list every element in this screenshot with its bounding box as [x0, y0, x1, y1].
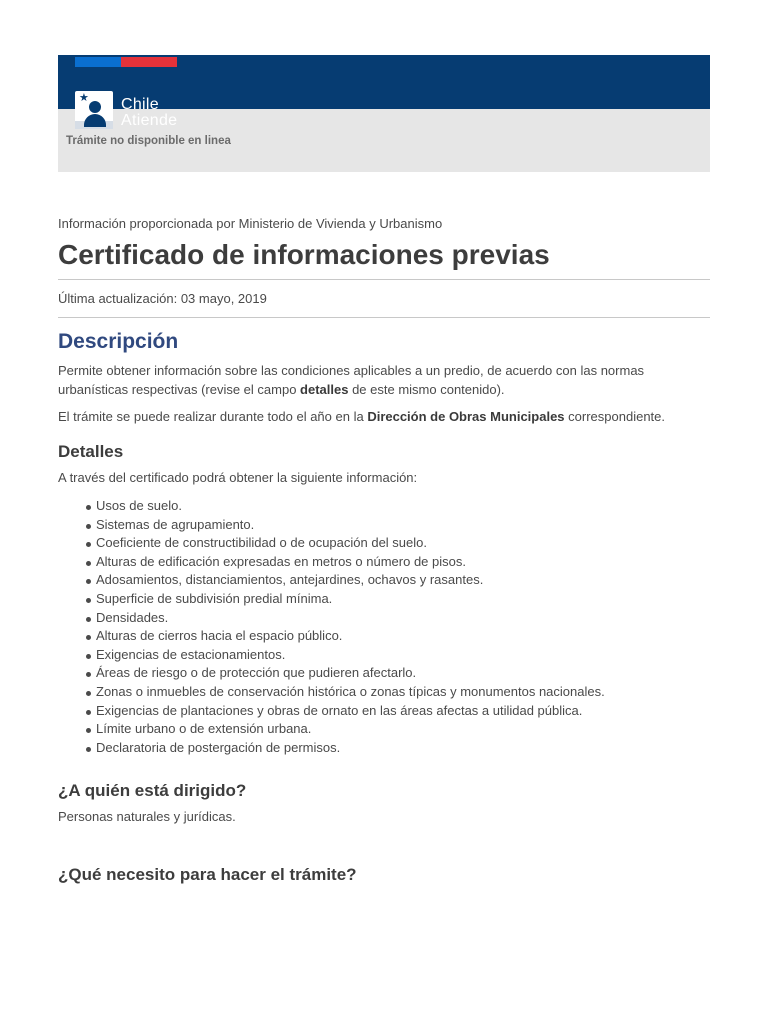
list-item: Límite urbano o de extensión urbana.: [58, 720, 605, 739]
details-list: [58, 497, 605, 757]
audience-heading: ¿A quién está dirigido?: [58, 781, 247, 800]
provider-info: Información proporcionada por Ministerio de Vivienda y Urbanismo: [58, 216, 443, 231]
list-item: Superficie de subdivisión predial mínima.: [58, 590, 605, 609]
list-item: Áreas de riesgo o de protección que pudieren afectarlo.: [58, 664, 605, 683]
list-item: Zonas o inmuebles de conservación histórica o zonas típicas y monumentos nacionales.: [58, 683, 605, 702]
list-item: Exigencias de plantaciones y obras de ornato en las áreas afectas a utilidad pública.: [58, 702, 605, 721]
logo-text-chile[interactable]: Chile: [121, 96, 159, 113]
dom-keyword: Dirección de Obras Municipales: [367, 409, 565, 424]
list-item: Exigencias de estacionamientos.: [58, 646, 605, 665]
list-item: Densidades.: [58, 609, 605, 628]
list-item: Coeficiente de constructibilidad o de ocupación del suelo.: [58, 534, 605, 553]
divider: [58, 279, 710, 280]
list-item: Declaratoria de postergación de permisos.: [58, 739, 605, 758]
audience-text: Personas naturales y jurídicas.: [58, 809, 236, 824]
list-item: Sistemas de agrupamiento.: [58, 516, 605, 535]
details-heading: Detalles: [58, 442, 124, 461]
logo-text-atiende[interactable]: Atiende: [121, 112, 178, 129]
list-item: Usos de suelo.: [58, 497, 605, 516]
description-paragraph-1: Permite obtener información sobre las condiciones aplicables a un predio, de acuerdo con las normas urbanísticas respectivas (revise el campo detalles de este mismo contenido).: [58, 363, 645, 397]
details-keyword: detalles: [300, 382, 349, 397]
flag-blue-stripe: [75, 57, 121, 67]
last-updated: Última actualización: 03 mayo, 2019: [58, 291, 267, 306]
details-intro: A través del certificado podrá obtener la siguiente información:: [58, 470, 418, 485]
person-head-icon: [89, 101, 101, 113]
flag-red-stripe: [121, 57, 177, 67]
list-item: Alturas de cierros hacia el espacio público.: [58, 627, 605, 646]
divider: [58, 317, 710, 318]
list-item: Adosamientos, distanciamientos, antejardines, ochavos y rasantes.: [58, 571, 605, 590]
requirements-heading: ¿Qué necesito para hacer el trámite?: [58, 865, 357, 884]
site-header: [58, 55, 710, 172]
availability-notice: Trámite no disponible en linea: [66, 135, 231, 147]
chile-atiende-logo-icon[interactable]: [75, 91, 113, 129]
description-paragraph-2: El trámite se puede realizar durante todo el año en la Dirección de Obras Municipales correspondiente.: [58, 409, 665, 424]
page-title: Certificado de informaciones previas: [58, 239, 550, 270]
description-heading: Descripción: [58, 330, 179, 353]
star-icon: ★: [79, 92, 89, 104]
list-item: Alturas de edificación expresadas en metros o número de pisos.: [58, 553, 605, 572]
person-body-icon: [84, 114, 106, 127]
